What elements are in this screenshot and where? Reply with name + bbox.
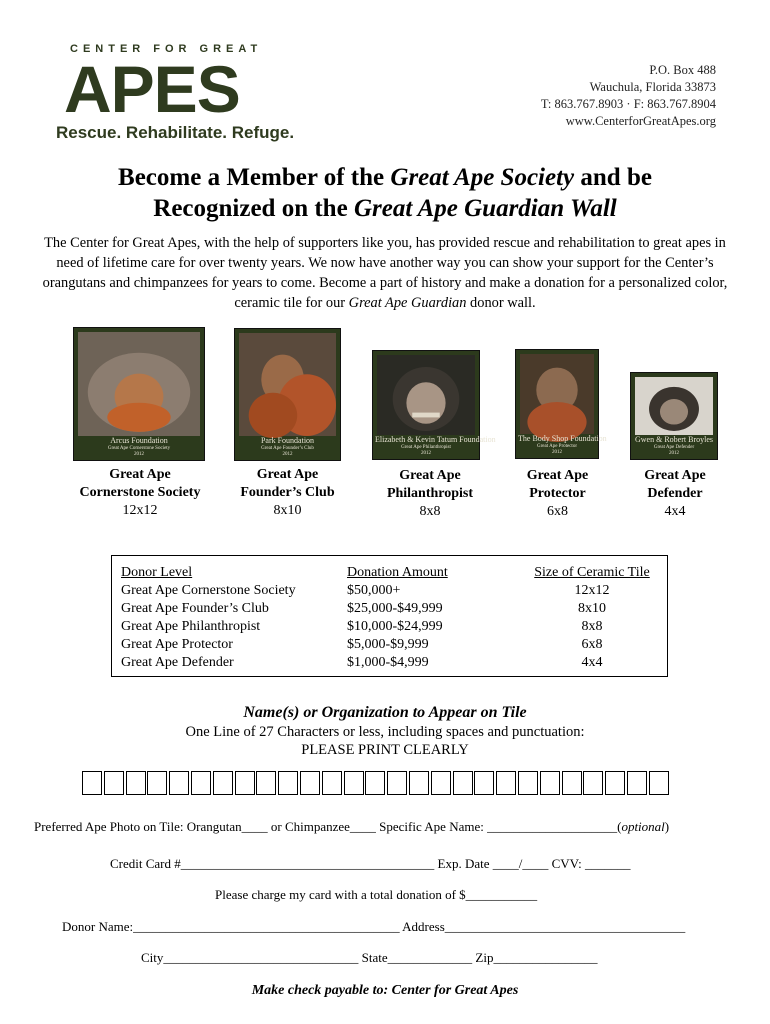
address-website: www.CenterforGreatApes.org [565,114,716,128]
char-box[interactable] [605,771,625,795]
tile-defender [630,372,718,460]
tile-caption: Gwen & Robert Broyles Great Ape Defender 2012 [635,435,713,456]
char-box[interactable] [583,771,603,795]
char-box[interactable] [126,771,146,795]
char-box[interactable] [256,771,276,795]
table-cell: Great Ape Protector [121,637,233,652]
preferred-photo-line[interactable]: Preferred Ape Photo on Tile: Orangutan____ or Chimpanzee____ Specific Ape Name: ____________________(optional) [34,819,670,834]
char-box[interactable] [213,771,233,795]
orangutan-photo [78,332,200,436]
tile-philanthropist [372,350,496,460]
tile-label-founders: Great Ape Founder’s Club 8x10 [240,467,335,518]
char-box[interactable] [409,771,429,795]
donation-amount-line[interactable]: Please charge my card with a total donation of $___________ [215,887,538,902]
page-title: Become a Member of the Great Ape Society and be Recognized on the Great Ape Guardian Wall [118,164,652,222]
city-state-zip-line[interactable]: City______________________________ State_____________ Zip________________ [141,950,598,965]
char-box[interactable] [649,771,669,795]
table-cell: 8x8 [581,619,603,634]
char-box[interactable] [518,771,538,795]
table-cell: $25,000-$49,999 [347,601,443,616]
tile-caption: Elizabeth & Kevin Tatum Foundation Great Ape Philanthropist 2012 [375,435,496,456]
logo-apes [64,52,274,126]
char-box[interactable] [147,771,167,795]
char-box[interactable] [431,771,451,795]
donor-level-column: Donor Level Great Ape Cornerstone Society Great Ape Founder’s Club Great Ape Philanthropist Great Ape Protector Great Ape Defender [121,565,296,670]
char-box[interactable] [322,771,342,795]
char-box[interactable] [453,771,473,795]
tile-cornerstone [73,327,205,461]
char-box[interactable] [278,771,298,795]
intro-paragraph: The Center for Great Apes, with the help of supporters like you, has provided rescue and rehabilitation to great apes in need of lifetime care for over twenty years. We now have another way you can show your support for the Center’s orangutans and chimpanzees for years to come. Become a part of history and make a donation for a personalized color, ceramic tile for our Great Ape Guardian donor wall. [42,235,728,311]
char-box[interactable] [474,771,494,795]
table-cell: Great Ape Defender [121,655,234,670]
table-cell: Great Ape Founder’s Club [121,601,269,616]
check-payable-note: Make check payable to: Center for Great Apes [251,983,519,998]
table-cell: 12x12 [574,583,610,598]
tile-name-instruction: PLEASE PRINT CLEARLY [301,742,469,758]
donor-name-address-line[interactable]: Donor Name:_________________________________________ Address_____________________________________ [62,919,686,934]
char-box[interactable] [169,771,189,795]
table-cell: $10,000-$24,999 [347,619,443,634]
tile-caption: Arcus Foundation Great Ape Cornerstone Society 2012 [107,436,171,457]
orangutan-photo [239,333,336,436]
char-box[interactable] [344,771,364,795]
tile-caption: The Body Shop Foundation Great Ape Protector 2012 [518,434,607,455]
tile-size-column: Size of Ceramic Tile 12x12 8x10 8x8 6x8 4x4 [522,564,662,672]
tile-label-protector: Great Ape Protector 6x8 [526,468,589,519]
tile-protector [515,349,607,459]
char-box[interactable] [496,771,516,795]
chimpanzee-photo [635,377,713,435]
char-box[interactable] [387,771,407,795]
table-cell: $1,000-$4,999 [347,655,429,670]
address-phone-fax: T: 863.767.8903 · F: 863.767.8904 [540,97,716,111]
orangutan-photo [520,354,594,434]
address-city: Wauchula, Florida 33873 [589,80,716,94]
tile-label-philanthropist: Great Ape Philanthropist 8x8 [386,468,474,519]
char-box[interactable] [300,771,320,795]
donation-amount-column: Donation Amount $50,000+ $25,000-$49,999 $10,000-$24,999 $5,000-$9,999 $1,000-$4,999 [347,565,448,670]
logo-top-text: CENTER FOR GREAT [70,43,263,55]
table-cell: $5,000-$9,999 [347,637,429,652]
tile-founders [234,328,341,461]
table-cell: Great Ape Cornerstone Society [121,583,296,598]
tile-caption: Park Foundation Great Ape Founder’s Club 2012 [260,436,315,457]
tile-name-character-boxes[interactable] [82,771,690,797]
logo-main-text: APES [64,52,240,126]
char-box[interactable] [104,771,124,795]
chimpanzee-photo [377,355,475,435]
donor-level-table [111,555,668,677]
char-box[interactable] [82,771,102,795]
address-block [541,62,716,130]
logo-tagline: Rescue. Rehabilitate. Refuge. [56,123,295,142]
tile-name-heading: Name(s) or Organization to Appear on Tile [243,704,527,721]
credit-card-line[interactable]: Credit Card #_______________________________________ Exp. Date ____/____ CVV: _______ [110,856,631,871]
char-box[interactable] [540,771,560,795]
table-cell: Great Ape Philanthropist [121,619,261,634]
tile-name-rule: One Line of 27 Characters or less, including spaces and punctuation: [185,724,585,740]
char-box[interactable] [365,771,385,795]
table-cell: $50,000+ [347,583,401,598]
char-box[interactable] [191,771,211,795]
char-box[interactable] [562,771,582,795]
char-box[interactable] [627,771,647,795]
table-cell: 4x4 [581,655,603,670]
table-cell: 8x10 [578,601,606,616]
address-po-box: P.O. Box 488 [649,63,716,77]
table-cell: 6x8 [581,637,603,652]
char-box[interactable] [235,771,255,795]
tile-label-cornerstone: Great Ape Cornerstone Society 12x12 [79,467,201,518]
tile-label-defender: Great Ape Defender 4x4 [644,468,706,519]
